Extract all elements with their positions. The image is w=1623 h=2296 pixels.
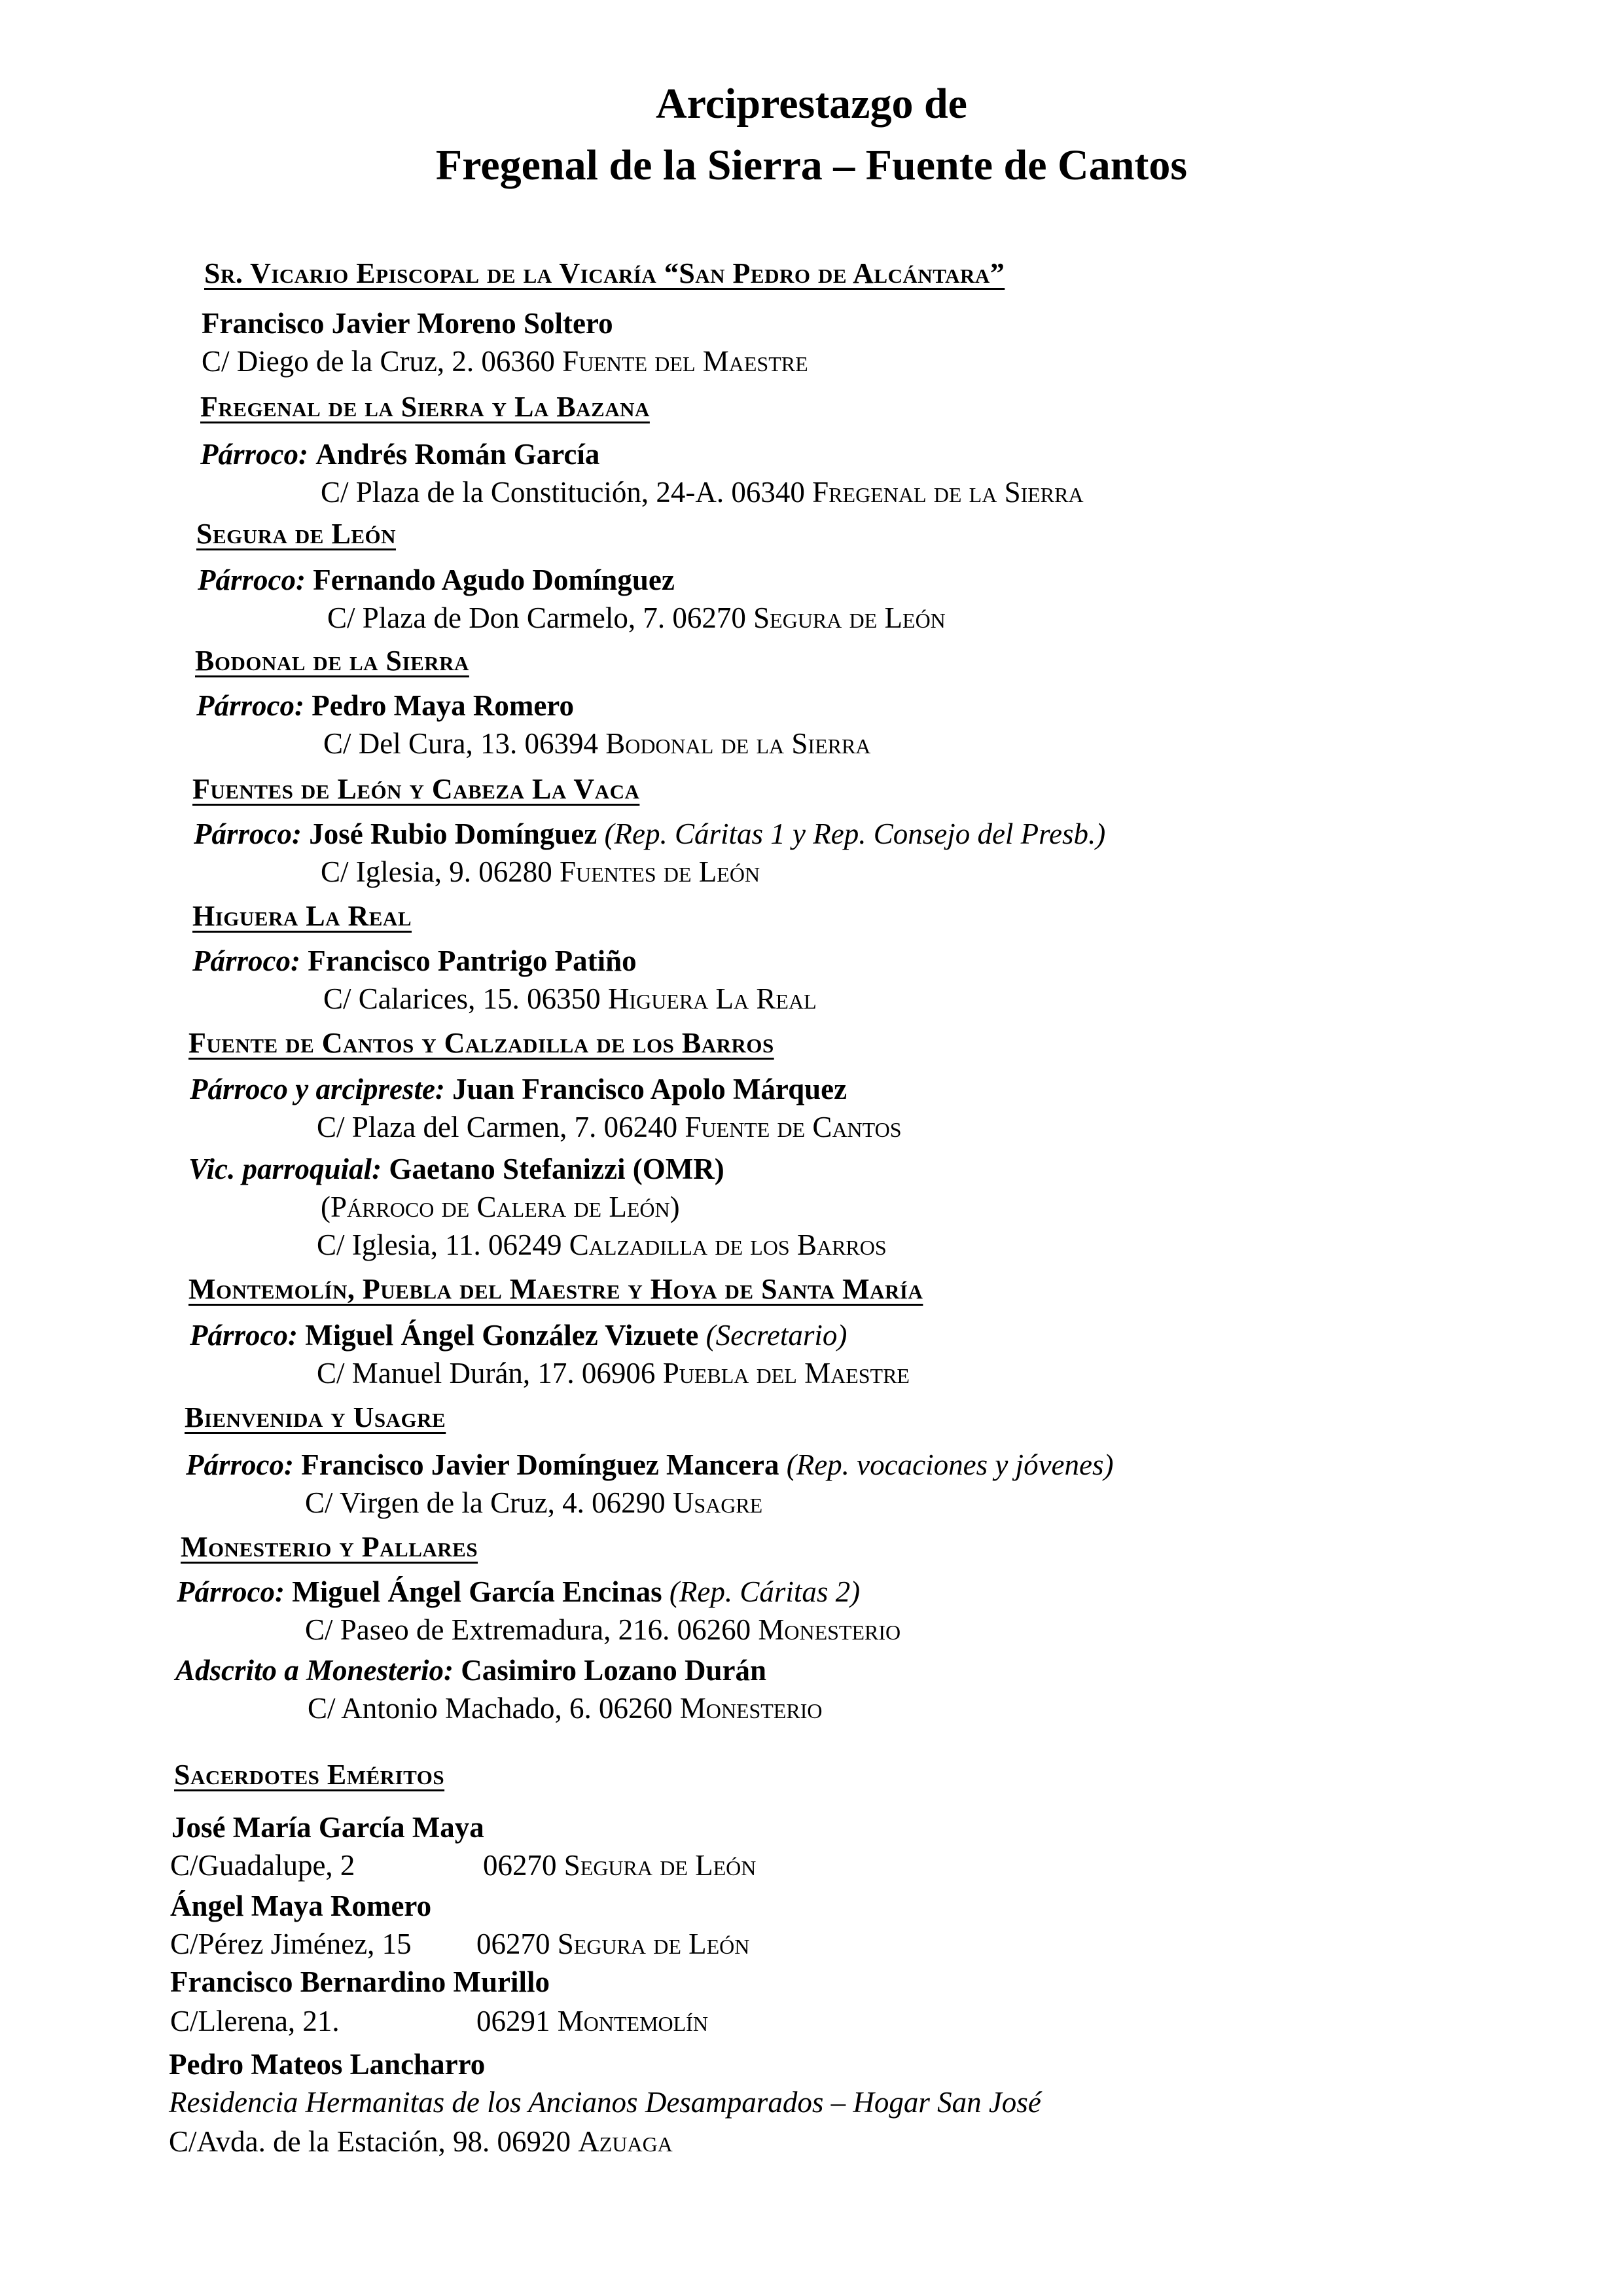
- entry-role-line: [175, 1652, 766, 1689]
- entry-role-line: [200, 436, 599, 473]
- section-heading-higuera: Higuera La Real: [192, 900, 412, 932]
- role-label: Párroco:: [198, 564, 306, 596]
- address: C/ Manuel Durán, 17. 06906: [317, 1357, 656, 1390]
- role-note: (Rep. vocaciones y jóvenes): [786, 1448, 1114, 1481]
- entry-address-line: [323, 980, 817, 1017]
- address: C/ Virgen de la Cruz, 4. 06290: [305, 1486, 666, 1519]
- entry-role-line: [196, 687, 574, 724]
- town: Fuente de Cantos: [685, 1111, 902, 1143]
- postal-code: 06291: [476, 2005, 550, 2037]
- address: C/ Paseo de Extremadura, 216. 06260: [305, 1613, 751, 1646]
- town: Fuentes de León: [559, 855, 760, 888]
- person-name: Casimiro Lozano Durán: [461, 1654, 766, 1687]
- section-heading-montemolin: Montemolín, Puebla del Maestre y Hoya de Santa María: [188, 1273, 923, 1305]
- town: Segura de León: [753, 601, 946, 634]
- role-label: Párroco:: [190, 1319, 298, 1352]
- role-label: Párroco:: [186, 1448, 294, 1481]
- emerito-name: [170, 1964, 550, 2000]
- emerito-address-line: [170, 1847, 756, 1884]
- page-title-line-1: Arciprestazgo de: [656, 80, 967, 128]
- entry-role-line: [186, 1446, 1113, 1483]
- role-label: Párroco:: [192, 944, 300, 977]
- person-name: Miguel Ángel González Vizuete: [305, 1319, 699, 1352]
- vicario-name: [202, 305, 613, 342]
- postal-code: 06270: [476, 1928, 550, 1960]
- person-name: Francisco Javier Domínguez Mancera: [301, 1448, 779, 1481]
- emerito-address-line: [170, 1926, 749, 1962]
- town: Calzadilla de los Barros: [569, 1229, 887, 1261]
- entry-role-line: [190, 1317, 847, 1354]
- town: Montemolín: [557, 2005, 708, 2037]
- address: C/Guadalupe, 2: [170, 1849, 355, 1882]
- section-heading-fuente-de-cantos: Fuente de Cantos y Calzadilla de los Barros: [188, 1027, 774, 1059]
- address: C/ Iglesia, 9. 06280: [321, 855, 552, 888]
- vicario-address-line: [202, 343, 808, 380]
- entry-role-line: [192, 942, 637, 979]
- town: Puebla del Maestre: [662, 1357, 910, 1390]
- person-name: Fernando Agudo Domínguez: [313, 564, 675, 596]
- address: C/Pérez Jiménez, 15: [170, 1928, 412, 1960]
- town: Higuera La Real: [607, 982, 817, 1015]
- section-heading-emeritos: Sacerdotes Eméritos: [174, 1759, 445, 1791]
- entry-address-line: [305, 1484, 762, 1521]
- person-name: Juan Francisco Apolo Márquez: [452, 1073, 847, 1105]
- role-label: Párroco:: [196, 689, 304, 722]
- address: C/Avda. de la Estación, 98. 06920: [169, 2125, 571, 2158]
- person-name: Pedro Mateos Lancharro: [169, 2048, 486, 2081]
- entry-role-line: [190, 1071, 847, 1107]
- address: C/ Iglesia, 11. 06249: [317, 1229, 562, 1261]
- entry-role-line: [198, 562, 675, 598]
- town: Monesterio: [758, 1613, 901, 1646]
- page-title-line-2: Fregenal de la Sierra – Fuente de Cantos: [435, 141, 1188, 189]
- address: C/ Calarices, 15. 06350: [323, 982, 601, 1015]
- role-note: (Rep. Cáritas 2): [669, 1575, 861, 1608]
- entry-address-line: [317, 1355, 910, 1391]
- emerito-residence: Residencia Hermanitas de los Ancianos Desamparados – Hogar San José: [169, 2086, 1041, 2119]
- entry-address-line: [321, 474, 1084, 511]
- person-name: Ángel Maya Romero: [170, 1890, 432, 1922]
- section-heading-bienvenida: Bienvenida y Usagre: [185, 1401, 446, 1433]
- entry-role-line: [188, 1151, 724, 1187]
- address: C/ Del Cura, 13. 06394: [323, 727, 598, 760]
- town: Segura de León: [557, 1928, 750, 1960]
- address: C/ Antonio Machado, 6. 06260: [308, 1692, 673, 1725]
- role-label: Vic. parroquial:: [188, 1153, 382, 1185]
- role-note: (Secretario): [705, 1319, 847, 1352]
- entry-address-line: [305, 1611, 901, 1648]
- role-label: Párroco y arcipreste:: [190, 1073, 445, 1105]
- entry-address-line: [327, 600, 946, 636]
- town: Bodonal de la Sierra: [605, 727, 871, 760]
- town: Fuente del Maestre: [562, 345, 808, 378]
- person-name: Francisco Bernardino Murillo: [170, 1965, 550, 1998]
- person-name: Francisco Javier Moreno Soltero: [202, 307, 613, 340]
- postal-code: 06270: [483, 1849, 557, 1882]
- role-label: Párroco:: [194, 817, 302, 850]
- town: Fregenal de la Sierra: [812, 476, 1084, 509]
- section-heading-monesterio: Monesterio y Pallares: [181, 1531, 478, 1563]
- section-heading-vicario: Sr. Vicario Episcopal de la Vicaría “San Pedro de Alcántara”: [204, 257, 1005, 289]
- person-name: Andrés Román García: [315, 438, 600, 471]
- address: C/ Plaza del Carmen, 7. 06240: [317, 1111, 678, 1143]
- entry-address-line: [323, 725, 870, 762]
- entry-address-line: [317, 1109, 902, 1145]
- section-heading-fregenal: Fregenal de la Sierra y La Bazana: [200, 391, 650, 423]
- town: Monesterio: [679, 1692, 823, 1725]
- person-name: José María García Maya: [171, 1811, 484, 1844]
- address: C/ Plaza de Don Carmelo, 7. 06270: [327, 601, 746, 634]
- emerito-address-line: [170, 2003, 708, 2039]
- role-note: (Rep. Cáritas 1 y Rep. Consejo del Presb.): [604, 817, 1106, 850]
- person-name: José Rubio Domínguez: [309, 817, 597, 850]
- emerito-address-line: [169, 2123, 673, 2160]
- address: C/ Plaza de la Constitución, 24-A. 06340: [321, 476, 805, 509]
- town: Segura de León: [563, 1849, 757, 1882]
- section-heading-segura: Segura de León: [196, 518, 397, 550]
- entry-address-line: [308, 1690, 823, 1727]
- emerito-name: [170, 1888, 431, 1924]
- address: C/ Diego de la Cruz, 2. 06360: [202, 345, 555, 378]
- person-name: Francisco Pantrigo Patiño: [308, 944, 637, 977]
- entry-role-line: [194, 816, 1105, 852]
- role-label: Párroco:: [177, 1575, 285, 1608]
- town: Azuaga: [578, 2125, 673, 2158]
- emerito-name: [171, 1809, 484, 1846]
- entry-role-line: [177, 1573, 860, 1610]
- section-heading-bodonal: Bodonal de la Sierra: [195, 645, 469, 677]
- address: C/Llerena, 21.: [170, 2005, 340, 2037]
- emerito-name: [169, 2046, 485, 2083]
- role-label: Adscrito a Monesterio:: [175, 1654, 454, 1687]
- entry-extra-line: (Párroco de Calera de León): [321, 1191, 680, 1223]
- role-label: Párroco:: [200, 438, 308, 471]
- section-heading-fuentes-de-leon: Fuentes de León y Cabeza La Vaca: [192, 773, 640, 805]
- entry-address-line: [317, 1227, 887, 1263]
- town: Usagre: [672, 1486, 763, 1519]
- person-name: Pedro Maya Romero: [312, 689, 574, 722]
- person-name: Miguel Ángel García Encinas: [292, 1575, 662, 1608]
- person-name: Gaetano Stefanizzi (OMR): [389, 1153, 724, 1185]
- entry-address-line: [321, 853, 760, 890]
